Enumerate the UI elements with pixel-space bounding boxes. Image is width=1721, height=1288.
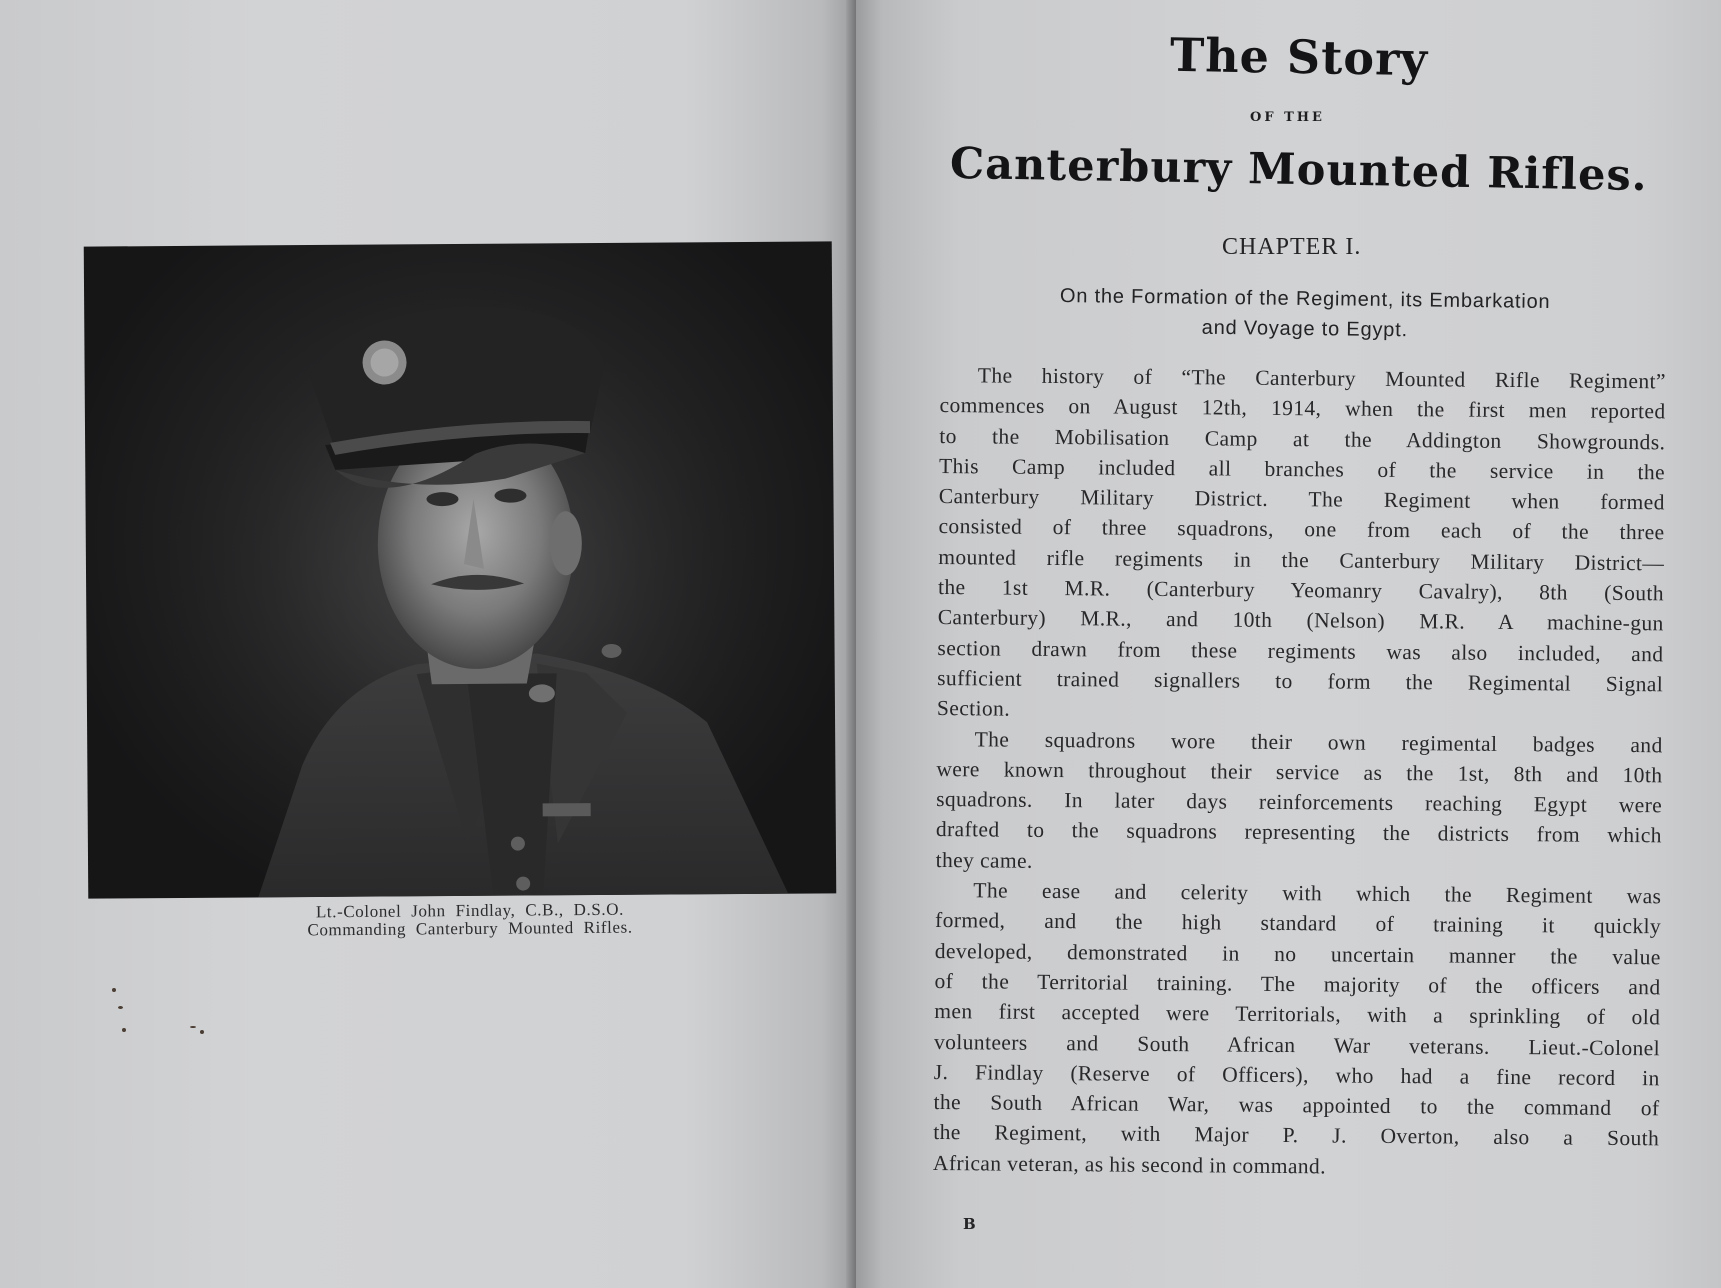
caption-line: Commanding Canterbury Mounted Rifles. — [307, 917, 633, 940]
text-line: volunteers and South African War veterans. Lieut.-Colonel — [933, 1029, 1661, 1060]
portrait-photograph — [84, 241, 837, 898]
text-line: Section. — [936, 696, 1011, 721]
text-line: drafted to the squadrons representing the districts from which — [935, 817, 1662, 848]
text-line: the South African War, was appointed to the command of — [933, 1090, 1660, 1121]
text-line: Canterbury Military District. The Regiment when formed — [938, 484, 1665, 515]
text-line: This Camp included all branches of the service in the — [938, 453, 1666, 485]
text-line: sufficient trained signallers to form the Regimental Signal — [937, 665, 1664, 697]
chapter-title-line: and Voyage to Egypt. — [1201, 316, 1409, 342]
caption-line: Lt.-Colonel John Findlay, C.B., D.S.O. — [315, 899, 625, 922]
text-line: commences on August 12th, 1914, when the first men reported — [939, 393, 1666, 424]
chapter-title-line: On the Formation of the Regiment, its Embarkation — [1059, 285, 1551, 313]
chapter-body — [933, 360, 1666, 1184]
left-page — [0, 0, 856, 1288]
text-line: mounted rifle regiments in the Canterbury Military District— — [938, 544, 1665, 576]
text-line: African veteran, as his second in command. — [932, 1150, 1327, 1179]
text-line: section drawn from these regiments was also included, and — [937, 635, 1664, 666]
text-line: Canterbury) M.R., and 10th (Nelson) M.R. A machine-gun — [937, 605, 1664, 636]
text-line: developed, demonstrated in no uncertain manner the value — [934, 938, 1661, 969]
book-subtitle: Canterbury Mounted Rifles. — [949, 138, 1649, 202]
text-line: they came. — [935, 847, 1033, 873]
chapter-heading: CHAPTER I. — [1222, 234, 1362, 260]
of-the-line: OF THE — [1250, 110, 1325, 125]
text-line: the 1st M.R. (Canterbury Yeomanry Cavalry), 8th (South — [937, 575, 1665, 606]
text-line: the Regiment, with Major P. J. Overton, also a South — [933, 1120, 1660, 1151]
text-line: The squadrons wore their own regimental badges and — [974, 726, 1663, 757]
text-line: formed, and the high standard of training it quickly — [935, 908, 1662, 939]
text-line: The history of “The Canterbury Mounted Rifle Regiment” — [977, 363, 1666, 394]
text-line: The ease and celerity with which the Regiment was — [973, 878, 1662, 909]
text-line: J. Findlay (Reserve of Officers), who had a fine record in — [933, 1059, 1660, 1091]
text-line: to the Mobilisation Camp at the Addington Showgrounds. — [939, 423, 1666, 454]
officer-portrait-image — [84, 241, 837, 898]
chapter-title — [985, 280, 1626, 348]
text-line: consisted of three squadrons, one from each of the three — [938, 514, 1665, 545]
text-line: men first accepted were Territorials, with a sprinkling of old — [934, 999, 1661, 1030]
text-line: were known throughout their service as the 1st, 8th and 10th — [936, 756, 1663, 788]
page-signature-mark: B — [963, 1215, 976, 1233]
portrait-caption — [200, 900, 740, 941]
text-line: of the Territorial training. The majority of the officers and — [934, 968, 1661, 1000]
text-line: squadrons. In later days reinforcements reaching Egypt were — [936, 787, 1663, 818]
book-title: The Story — [1169, 27, 1429, 87]
